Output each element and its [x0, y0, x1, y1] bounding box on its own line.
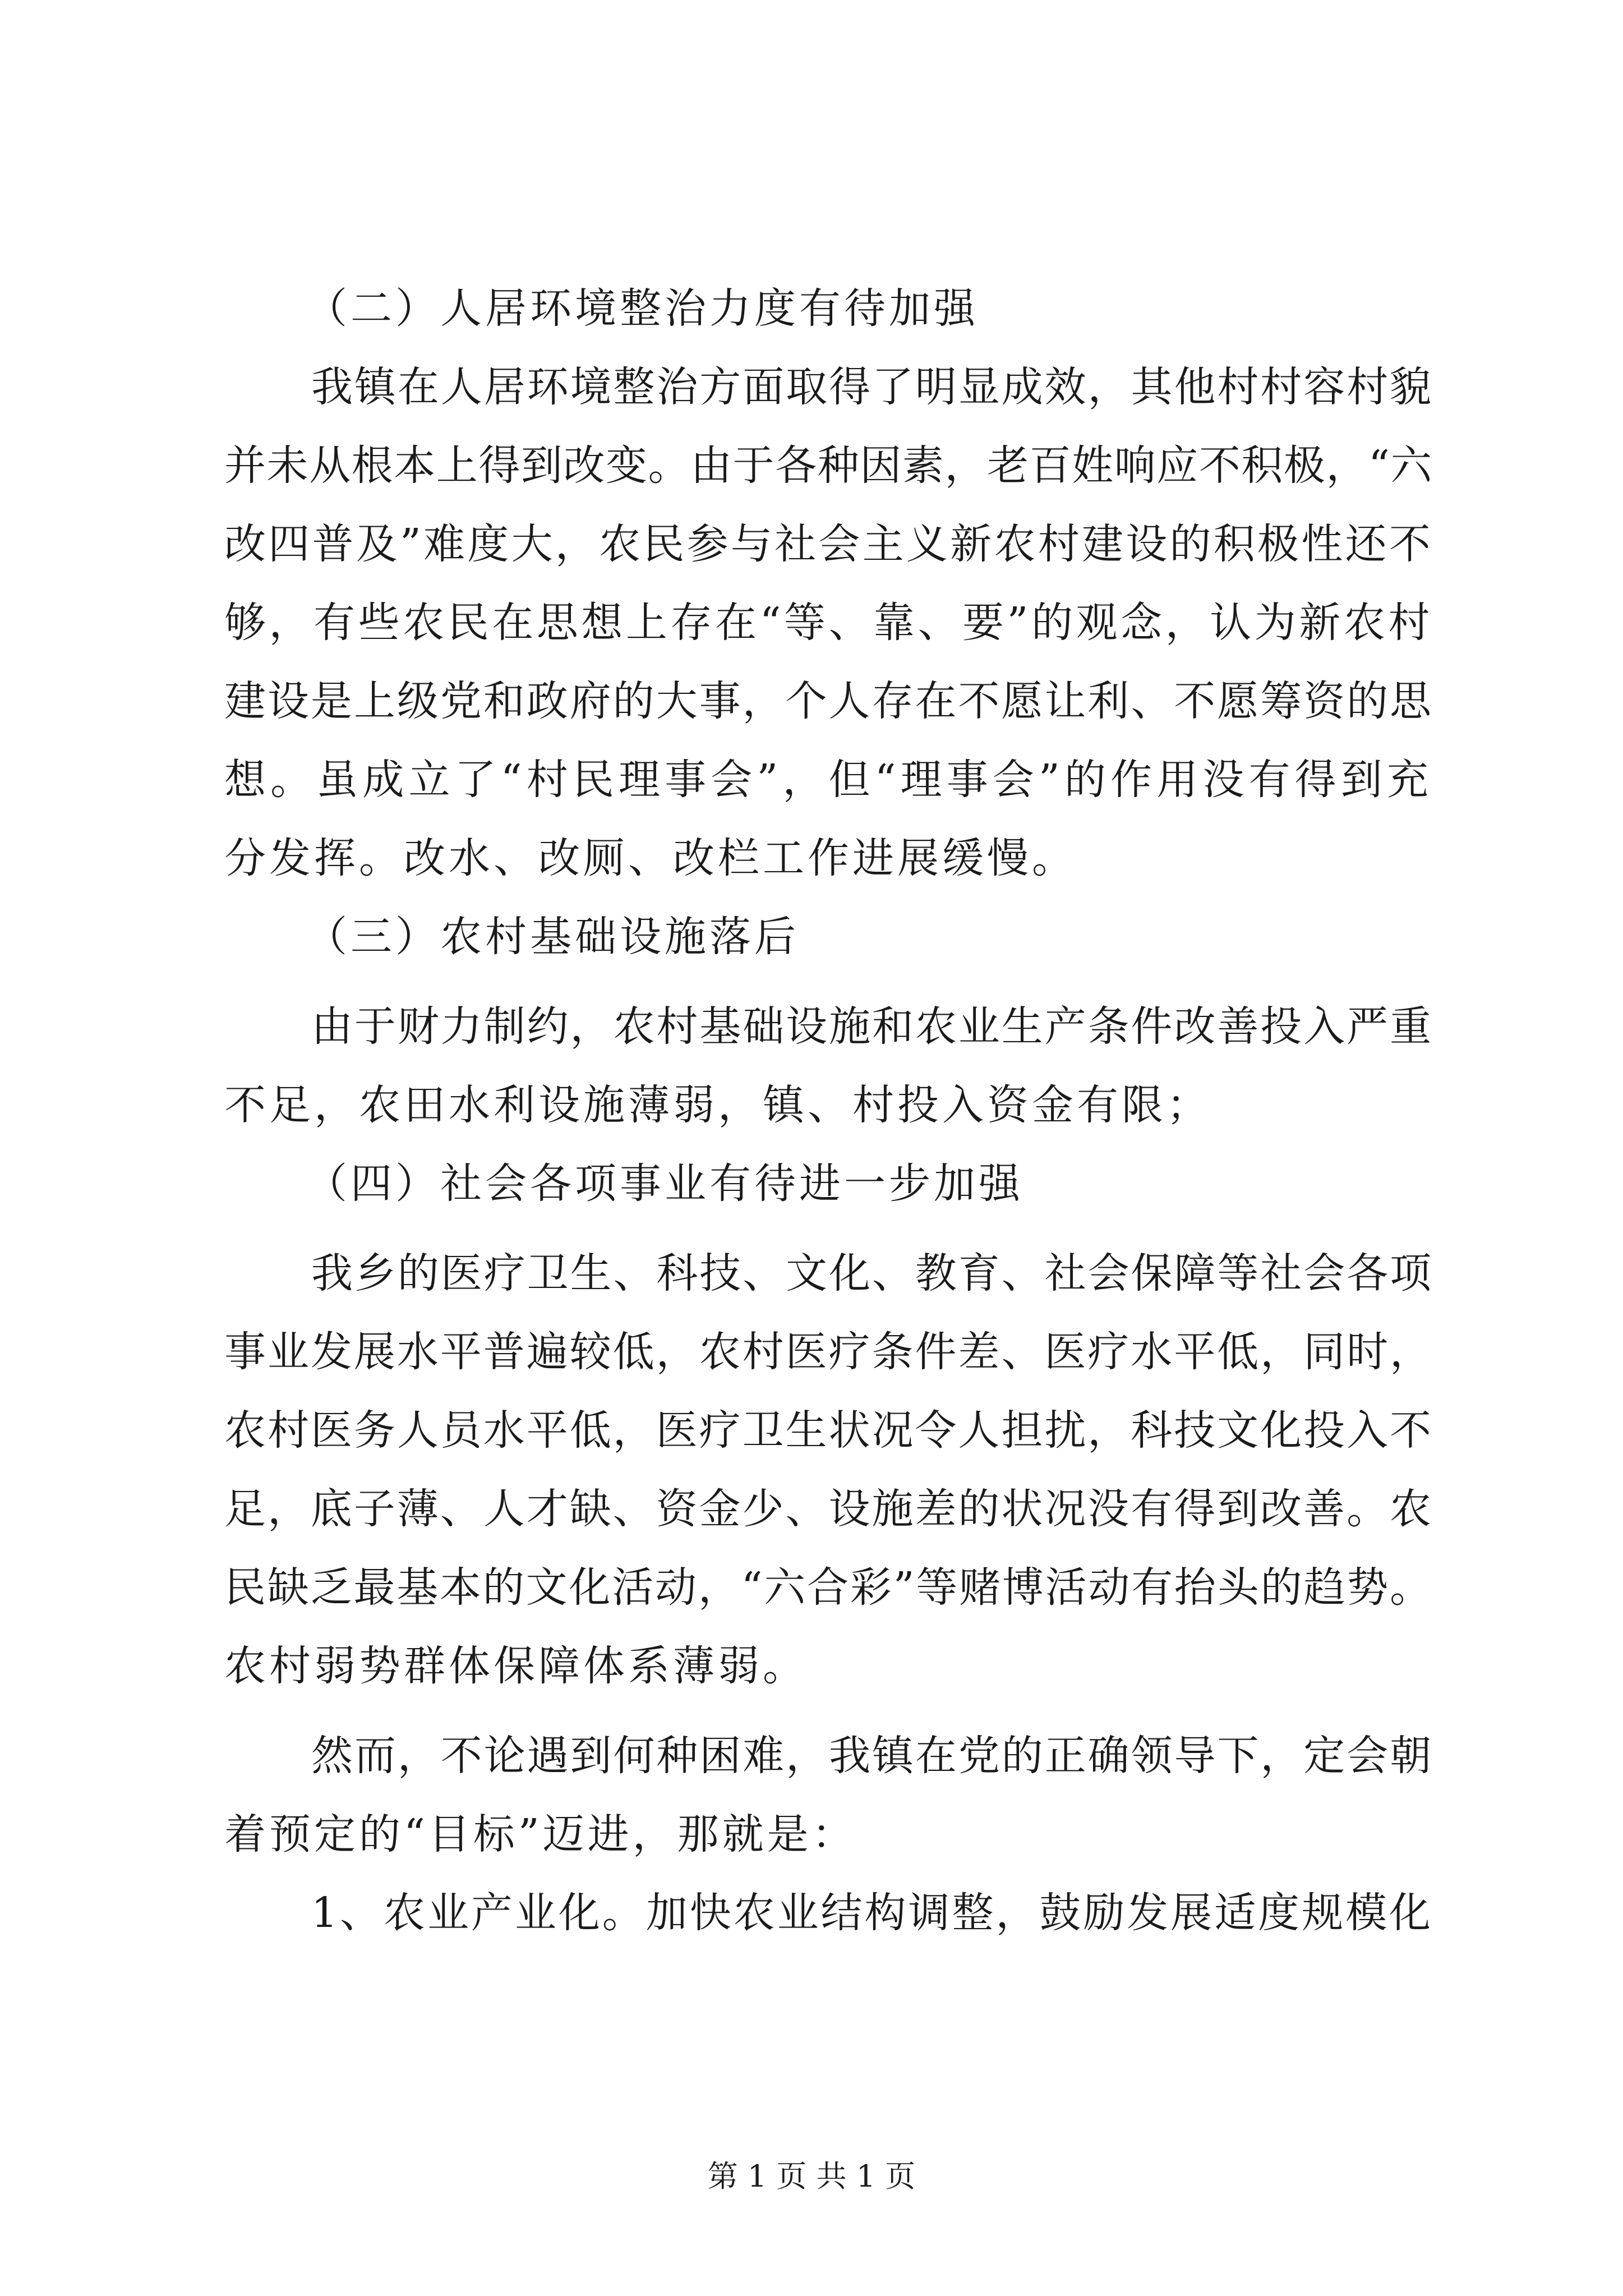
paragraph-line: [0, 1874, 1623, 1952]
section-heading: [0, 269, 1623, 348]
line-text: 并未从根本上得到改变。由于各种因素，老百姓响应不积极，“六: [224, 441, 1433, 490]
line-text: 建设是上级党和政府的大事，个人存在不愿让利、不愿筹资的思: [224, 677, 1433, 725]
paragraph-line: [0, 583, 1623, 662]
paragraph-line: [0, 1717, 1623, 1795]
line-text: 我镇在人居环境整治方面取得了明显成效，其他村村容村貌: [311, 363, 1433, 411]
line-text: （二）人居环境整治力度有待加强: [306, 284, 979, 333]
line-text: （三）农村基础设施落后: [306, 913, 799, 961]
line-text: 改四普及”难度大，农民参与社会主义新农村建设的积极性还不: [224, 520, 1433, 568]
line-text: 足，底子薄、人才缺、资金少、设施差的状况没有得到改善。农: [224, 1485, 1433, 1533]
line-text: 事业发展水平普遍较低，农村医疗条件差、医疗水平低，同时，: [224, 1328, 1433, 1376]
paragraph-line: [0, 740, 1623, 819]
line-text: 不足，农田水利设施薄弱，镇、村投入资金有限；: [224, 1081, 1211, 1129]
line-text: 想。虽成立了“村民理事会”，但“理事会”的作用没有得到充: [224, 756, 1433, 804]
paragraph-line: [0, 1066, 1623, 1144]
line-text: （四）社会各项事业有待进一步加强: [306, 1159, 1023, 1208]
section-heading: [0, 898, 1623, 976]
paragraph-line: [0, 1470, 1623, 1548]
line-text: 分发挥。改水、改厕、改栏工作进展缓慢。: [224, 834, 1077, 882]
line-text: 农村弱势群体保障体系薄弱。: [224, 1642, 808, 1690]
line-text: 然而，不论遇到何种困难，我镇在党的正确领导下，定会朝: [311, 1732, 1433, 1780]
line-text: 我乡的医疗卫生、科技、文化、教育、社会保障等社会各项: [311, 1249, 1433, 1297]
paragraph-line: [0, 1313, 1623, 1391]
line-text: 农村医务人员水平低，医疗卫生状况令人担扰，科技文化投入不: [224, 1406, 1433, 1455]
paragraph-line: [0, 1234, 1623, 1313]
section-heading: [0, 1144, 1623, 1223]
line-text: 由于财力制约，农村基础设施和农业生产条件改善投入严重: [311, 1002, 1433, 1051]
line-text: 民缺乏最基本的文化活动，“六合彩”等赌博活动有抬头的趋势。: [224, 1563, 1433, 1612]
line-text: 1、农业产业化。加快农业结构调整，鼓励发展适度规模化: [311, 1889, 1433, 1937]
paragraph-line: [0, 505, 1623, 583]
paragraph-line: [0, 819, 1623, 898]
line-text: 够，有些农民在思想上存在“等、靠、要”的观念，认为新农村: [224, 599, 1433, 647]
paragraph-line: [0, 987, 1623, 1066]
paragraph-line: [0, 1795, 1623, 1874]
paragraph-line: [0, 426, 1623, 505]
paragraph-line: [0, 348, 1623, 426]
paragraph-line: [0, 1627, 1623, 1705]
paragraph-line: [0, 662, 1623, 740]
page-footer: 第 1 页 共 1 页: [707, 2159, 916, 2194]
paragraph-line: [0, 1391, 1623, 1470]
line-text: 着预定的“目标”迈进，那就是：: [224, 1810, 857, 1858]
paragraph-line: [0, 1548, 1623, 1627]
